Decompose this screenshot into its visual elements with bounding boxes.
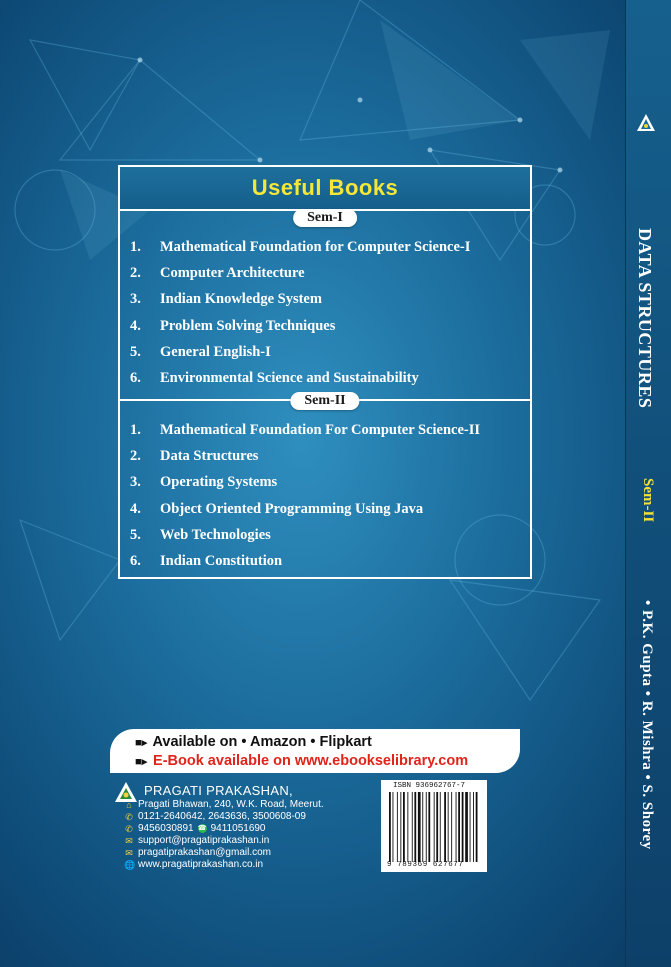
book-list-item xyxy=(130,417,524,443)
barcode-bar xyxy=(448,792,449,862)
publisher-phone-line xyxy=(124,811,306,822)
barcode-bar xyxy=(400,792,401,862)
barcode-bar xyxy=(473,792,474,862)
book-title: Mathematical Foundation For Computer Science-II xyxy=(160,421,481,438)
barcode-bar xyxy=(407,792,408,862)
book-number: 4. xyxy=(130,500,141,517)
barcode-bar xyxy=(397,792,398,862)
availability-stores-text: Available on • Amazon • Flipkart xyxy=(152,734,372,750)
book-number: 3. xyxy=(130,474,141,491)
sem1-book-list xyxy=(130,234,524,392)
barcode-bar xyxy=(393,792,394,862)
publisher-email1-line xyxy=(124,835,269,846)
isbn-barcode xyxy=(381,780,487,872)
book-list-item xyxy=(130,443,524,469)
barcode-bar xyxy=(440,792,441,862)
phone-icon: ✆ xyxy=(125,811,133,822)
useful-books-header xyxy=(120,167,530,211)
whatsapp-icon: ☎ xyxy=(197,825,207,832)
ean-number: 9 789369 627677 xyxy=(387,861,464,869)
book-list-item xyxy=(130,260,524,286)
book-title: Operating Systems xyxy=(160,474,278,491)
book-title: Problem Solving Techniques xyxy=(160,317,336,334)
barcode-bar xyxy=(426,792,427,862)
mail-icon: ✉ xyxy=(125,847,133,858)
barcode-bar xyxy=(389,792,391,862)
barcode-bar xyxy=(418,792,421,862)
barcode-bar xyxy=(458,792,460,862)
book-list-item xyxy=(130,496,524,522)
phone-icon: ✆ xyxy=(125,823,133,834)
book-list-item xyxy=(130,234,524,260)
barcode-bar xyxy=(444,792,446,862)
spine-semester: Sem-II xyxy=(640,478,656,523)
book-list-item xyxy=(130,339,524,365)
book-number: 6. xyxy=(130,370,141,387)
barcode-bar xyxy=(422,792,423,862)
mail-icon: ✉ xyxy=(125,835,133,846)
book-title: Web Technologies xyxy=(160,526,271,543)
book-number: 1. xyxy=(130,238,141,255)
globe-icon: 🌐 xyxy=(124,859,136,870)
publisher-whatsapp: 9411051690 xyxy=(210,823,266,834)
availability-stores xyxy=(135,734,372,750)
barcode-bar xyxy=(403,792,405,862)
book-number: 6. xyxy=(130,553,141,570)
book-number: 1. xyxy=(130,421,141,438)
book-number: 4. xyxy=(130,317,141,334)
publisher-mobile-line xyxy=(124,823,266,834)
useful-books-panel xyxy=(118,165,532,579)
publisher-address-line xyxy=(124,799,324,810)
book-number: 5. xyxy=(130,343,141,360)
publisher-email2-line xyxy=(124,847,271,858)
arrow-bullet-icon: ■▸ xyxy=(135,756,148,768)
barcode-bar xyxy=(470,792,471,862)
barcode-bars xyxy=(389,792,481,862)
book-title: Environmental Science and Sustainability xyxy=(160,370,419,387)
publisher-website[interactable]: www.pragatiprakashan.co.in xyxy=(138,859,264,870)
barcode-bar xyxy=(462,792,464,862)
barcode-bar xyxy=(465,792,468,862)
publisher-email1[interactable]: support@pragatiprakashan.in xyxy=(138,835,270,846)
isbn-number: ISBN 936962767-7 xyxy=(393,782,466,790)
barcode-bar xyxy=(414,792,416,862)
book-title: Computer Architecture xyxy=(160,264,305,281)
book-title: General English-I xyxy=(160,343,271,360)
book-title: Indian Knowledge System xyxy=(160,291,322,308)
book-list-item xyxy=(130,470,524,496)
book-title: Data Structures xyxy=(160,447,259,464)
home-icon: ⌂ xyxy=(126,799,132,810)
book-title: Mathematical Foundation for Computer Science-I xyxy=(160,238,471,255)
availability-banner xyxy=(110,729,520,773)
book-list-item xyxy=(130,365,524,391)
sem2-book-list xyxy=(130,417,524,575)
book-title: Object Oriented Programming Using Java xyxy=(160,500,424,517)
barcode-bar xyxy=(476,792,478,862)
barcode-bar xyxy=(436,792,438,862)
publisher-phones: 0121-2640642, 2643636, 3500608-09 xyxy=(138,811,306,822)
publisher-mobile: 9456030891 xyxy=(138,823,194,834)
barcode-bar xyxy=(434,792,435,862)
book-list-item xyxy=(130,548,524,574)
spine-title: DATA STRUCTURES xyxy=(635,228,655,409)
publisher-logo-icon xyxy=(636,113,656,133)
sem2-label: Sem-II xyxy=(290,392,359,410)
spine-authors: • P.K. Gupta • R. Mishra • S. Shorey xyxy=(639,600,655,850)
book-number: 5. xyxy=(130,526,141,543)
barcode-bar xyxy=(428,792,430,862)
barcode-bar xyxy=(456,792,457,862)
publisher-email2[interactable]: pragatiprakashan@gmail.com xyxy=(138,847,271,858)
publisher-website-line xyxy=(124,859,263,870)
publisher-name: PRAGATI PRAKASHAN, xyxy=(144,783,293,798)
publisher-address: Pragati Bhawan, 240, W.K. Road, Meerut. xyxy=(138,799,324,810)
barcode-bar xyxy=(412,792,413,862)
book-number: 3. xyxy=(130,291,141,308)
book-number: 2. xyxy=(130,264,141,281)
book-list-item xyxy=(130,287,524,313)
sem1-label: Sem-I xyxy=(293,209,357,227)
book-title: Indian Constitution xyxy=(160,553,283,570)
useful-books-title: Useful Books xyxy=(251,175,399,200)
availability-ebook xyxy=(135,753,468,769)
barcode-bar xyxy=(451,792,452,862)
arrow-bullet-icon: ■▸ xyxy=(135,737,148,749)
book-list-item xyxy=(130,313,524,339)
book-list-item xyxy=(130,522,524,548)
book-number: 2. xyxy=(130,447,141,464)
availability-ebook-text: E-Book available on www.ebookselibrary.com xyxy=(153,753,469,769)
